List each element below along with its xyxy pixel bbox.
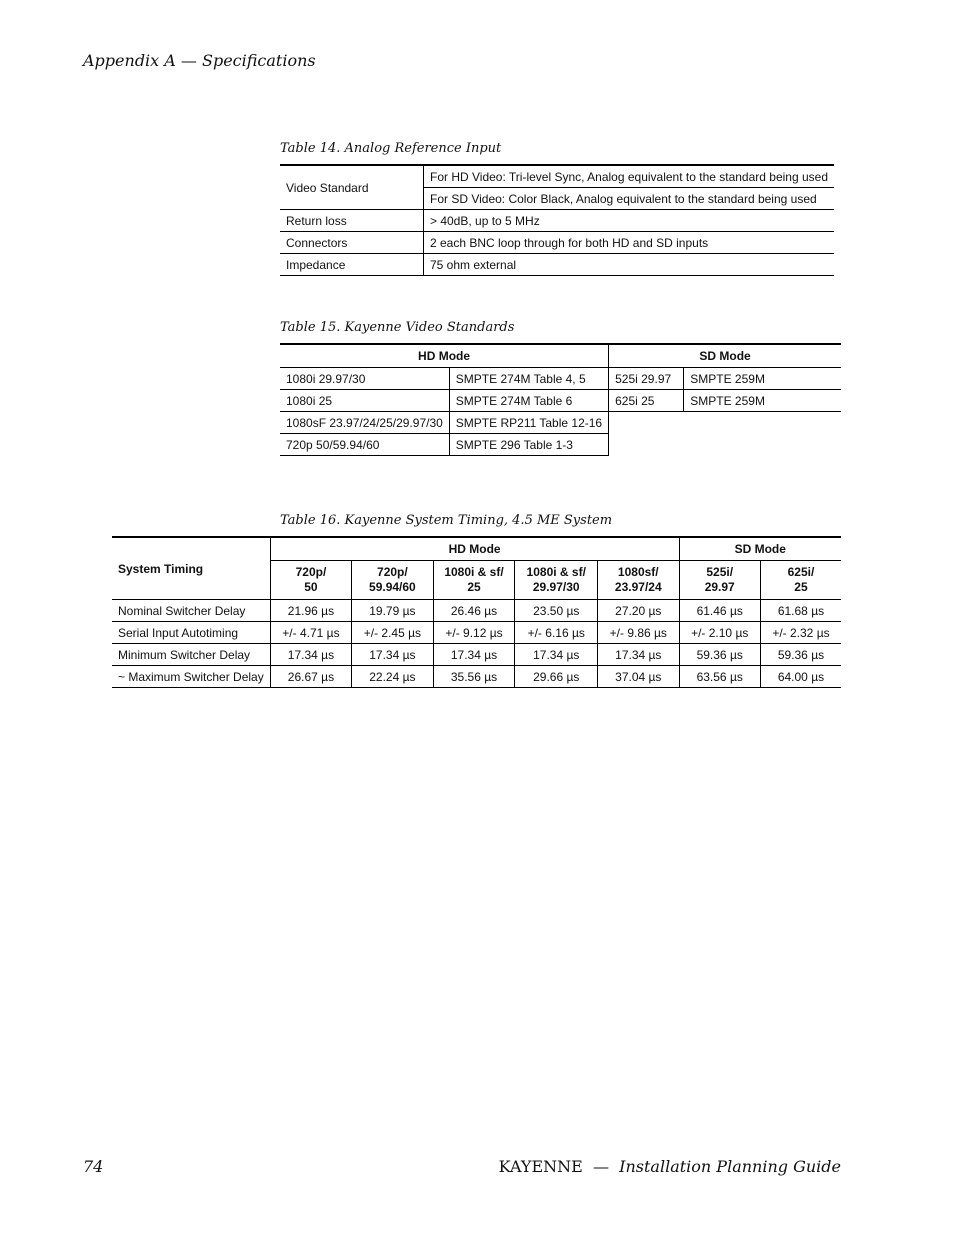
table-header-row [112, 537, 841, 561]
video-standard-hd: For HD Video: Tri-level Sync, Analog equivalent to the standard being used [423, 165, 834, 188]
video-standard-label: Video Standard [280, 165, 423, 210]
timing-value: 17.34 µs [433, 644, 515, 666]
column-header-line2: 59.94/60 [369, 580, 416, 594]
table-14-analog-reference-input [280, 164, 834, 276]
row-label: Serial Input Autotiming [112, 622, 270, 644]
hd-standard: SMPTE 296 Table 1-3 [449, 434, 608, 456]
row-label: Nominal Switcher Delay [112, 600, 270, 622]
column-header [352, 561, 433, 600]
hd-format: 720p 50/59.94/60 [280, 434, 449, 456]
table-15-video-standards [280, 343, 841, 456]
column-header-line1: 1080i & sf/ [526, 565, 586, 579]
table-row [280, 232, 834, 254]
footer-guide-title: Installation Planning Guide [619, 1157, 841, 1176]
running-head: Appendix A — Specifications [83, 51, 316, 70]
timing-value: +/- 2.32 µs [760, 622, 841, 644]
table-row [112, 666, 841, 688]
hd-mode-header: HD Mode [270, 537, 679, 561]
table-row [112, 622, 841, 644]
footer-separator: — [592, 1157, 609, 1176]
timing-value: 61.46 µs [679, 600, 760, 622]
hd-mode-header: HD Mode [280, 344, 609, 368]
timing-value: 22.24 µs [352, 666, 433, 688]
table-16-system-timing [112, 536, 841, 688]
row-label: ~ Maximum Switcher Delay [112, 666, 270, 688]
hd-format: 1080i 29.97/30 [280, 368, 449, 390]
table-row [280, 254, 834, 276]
hd-format: 1080sF 23.97/24/25/29.97/30 [280, 412, 449, 434]
table-row [280, 210, 834, 232]
return-loss-value: > 40dB, up to 5 MHz [423, 210, 834, 232]
return-loss-label: Return loss [280, 210, 423, 232]
hd-standard: SMPTE 274M Table 6 [449, 390, 608, 412]
timing-value: 26.67 µs [270, 666, 351, 688]
timing-value: 21.96 µs [270, 600, 351, 622]
column-header-line1: 1080sf/ [617, 565, 659, 579]
table-14-caption: Table 14. Analog Reference Input [280, 141, 502, 156]
timing-value: +/- 4.71 µs [270, 622, 351, 644]
timing-value: 17.34 µs [515, 644, 598, 666]
table-header-row [280, 344, 841, 368]
column-header-line1: 525i/ [706, 565, 734, 579]
timing-value: 35.56 µs [433, 666, 515, 688]
sd-mode-header: SD Mode [609, 344, 841, 368]
impedance-value: 75 ohm external [423, 254, 834, 276]
sd-mode-header: SD Mode [679, 537, 841, 561]
sd-standard: SMPTE 259M [684, 390, 841, 412]
column-header-line2: 25 [794, 580, 808, 594]
empty-cell [609, 412, 841, 456]
timing-value: 17.34 µs [598, 644, 679, 666]
column-header-line2: 23.97/24 [614, 580, 662, 594]
impedance-label: Impedance [280, 254, 423, 276]
table-row [280, 390, 841, 412]
table-16-caption: Table 16. Kayenne System Timing, 4.5 ME System [280, 513, 613, 528]
column-header-line1: 1080i & sf/ [444, 565, 504, 579]
timing-value: 17.34 µs [270, 644, 351, 666]
timing-value: +/- 6.16 µs [515, 622, 598, 644]
timing-value: 37.04 µs [598, 666, 679, 688]
column-header-line2: 25 [467, 580, 481, 594]
timing-value: +/- 2.45 µs [352, 622, 433, 644]
column-header [598, 561, 679, 600]
table-15-caption: Table 15. Kayenne Video Standards [280, 320, 515, 335]
timing-value: 61.68 µs [760, 600, 841, 622]
timing-value: 19.79 µs [352, 600, 433, 622]
column-header [270, 561, 351, 600]
table-row [280, 368, 841, 390]
timing-value: 63.56 µs [679, 666, 760, 688]
row-label: Minimum Switcher Delay [112, 644, 270, 666]
sd-standard: SMPTE 259M [684, 368, 841, 390]
page-number: 74 [83, 1157, 104, 1176]
timing-value: 59.36 µs [679, 644, 760, 666]
column-header [515, 561, 598, 600]
timing-value: 64.00 µs [760, 666, 841, 688]
table-row [280, 412, 841, 434]
footer-title [499, 1157, 841, 1176]
column-header [433, 561, 515, 600]
timing-value: +/- 2.10 µs [679, 622, 760, 644]
column-header-line1: 720p/ [377, 565, 408, 579]
system-timing-header: System Timing [112, 537, 270, 600]
column-header [679, 561, 760, 600]
timing-value: +/- 9.86 µs [598, 622, 679, 644]
timing-value: 23.50 µs [515, 600, 598, 622]
column-header-line2: 50 [304, 580, 318, 594]
hd-standard: SMPTE 274M Table 4, 5 [449, 368, 608, 390]
timing-value: 26.46 µs [433, 600, 515, 622]
sd-format: 625i 25 [609, 390, 684, 412]
connectors-label: Connectors [280, 232, 423, 254]
connectors-value: 2 each BNC loop through for both HD and SD inputs [423, 232, 834, 254]
timing-value: 17.34 µs [352, 644, 433, 666]
timing-value: +/- 9.12 µs [433, 622, 515, 644]
column-header-line2: 29.97 [704, 580, 735, 594]
timing-value: 59.36 µs [760, 644, 841, 666]
column-header-line1: 720p/ [295, 565, 327, 579]
column-header-line1: 625i/ [787, 565, 815, 579]
table-row [112, 600, 841, 622]
column-header-line2: 29.97/30 [532, 580, 580, 594]
table-row [112, 644, 841, 666]
timing-value: 29.66 µs [515, 666, 598, 688]
hd-standard: SMPTE RP211 Table 12-16 [449, 412, 608, 434]
table-row [280, 165, 834, 188]
video-standard-sd: For SD Video: Color Black, Analog equivalent to the standard being used [423, 188, 834, 210]
sd-format: 525i 29.97 [609, 368, 684, 390]
footer-brand: KAYENNE [498, 1157, 583, 1176]
hd-format: 1080i 25 [280, 390, 449, 412]
timing-value: 27.20 µs [598, 600, 679, 622]
column-header [760, 561, 841, 600]
